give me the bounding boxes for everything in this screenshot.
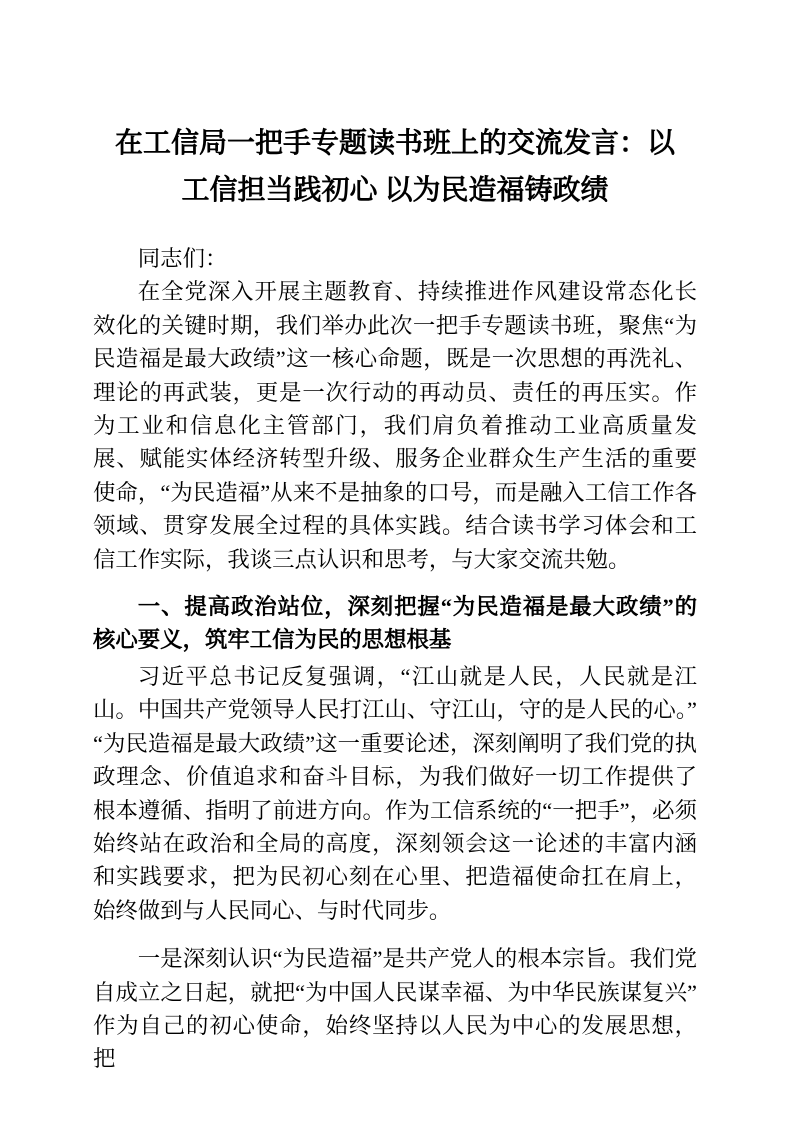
paragraph-intro: 在全党深入开展主题教育、持续推进作风建设常态化长效化的关键时期，我们举办此次一把手专题读书班，聚焦“为民造福是最大政绩”这一核心命题，既是一次思想的再洗礼、理论的再武装，更是一次行动的再动员、责任的再压实。作为工业和信息化主管部门，我们肩负着推动工业高质量发展、赋能实体经济转型升级、服务企业群众生产生活的重要使命，“为民造福”从来不是抽象的口号，而是融入工信工作各领域、贯穿发展全过程的具体实践。结合读书学习体会和工信工作实际，我谈三点认识和思考，与大家交流共勉。 [93, 279, 697, 572]
section-heading-1: 一、提高政治站位，深刻把握“为民造福是最大政绩”的核心要义，筑牢工信为民的思想根基 [93, 594, 697, 653]
document-content [93, 120, 697, 1076]
document-title-line-1: 在工信局一把手专题读书班上的交流发言：以 [114, 128, 675, 159]
document-title [93, 120, 697, 214]
paragraph: 习近平总书记反复强调，“江山就是人民，人民就是江山。中国共产党领导人民打江山、守江山，守的是人民的心。”“为民造福是最大政绩”这一重要论述，深刻阐明了我们党的执政理念、价值追求和奋斗目标，为我们做好一切工作提供了根本遵循、指明了前进方向。作为工信系统的“一把手”，必须始终站在政治和全局的高度，深刻领会这一论述的丰富内涵和实践要求，把为民初心刻在心里、把造福使命扛在肩上，始终做到与人民同心、与时代同步。 [93, 663, 697, 923]
document-body [93, 242, 697, 1076]
salutation: 同志们： [137, 246, 228, 271]
document-title-line-2: 工信担当践初心 以为民造福铸政绩 [181, 175, 609, 206]
paragraph: 一是深刻认识“为民造福”是共产党人的根本宗旨。我们党自成立之日起，就把“为中国人民谋幸福、为中华民族谋复兴”作为自己的初心使命，始终坚持以人民为中心的发展思想，把 [93, 946, 697, 1072]
